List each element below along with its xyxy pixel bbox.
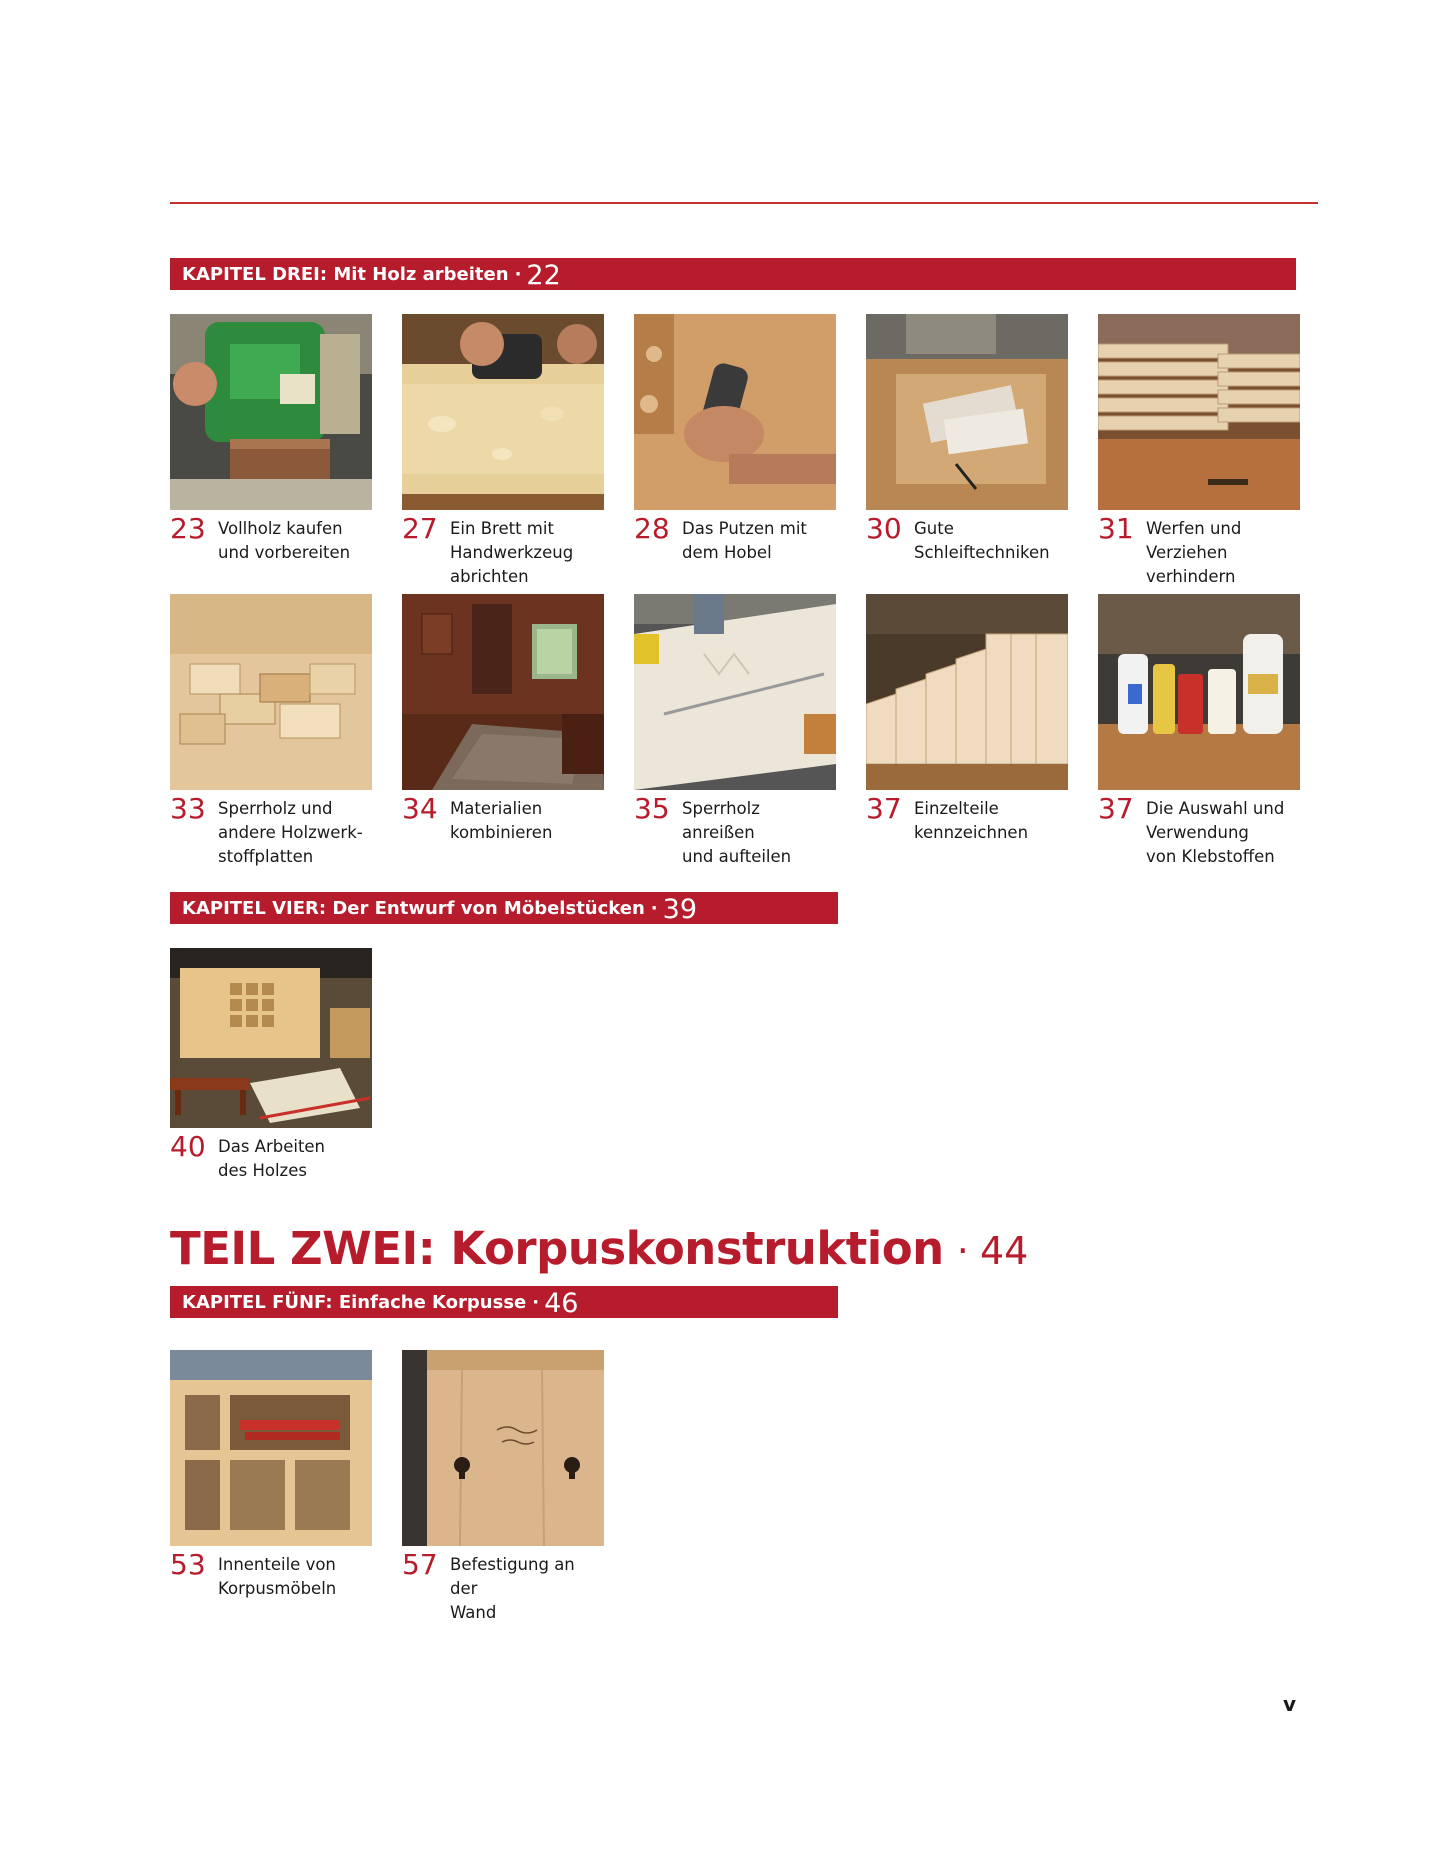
chapter-bar-kapitel-fuenf bbox=[170, 1286, 838, 1318]
page-number: 23 bbox=[170, 512, 206, 545]
entry-caption: Einzelteile kennzeichnen bbox=[914, 799, 1029, 842]
photo-hand-plane-board bbox=[402, 314, 604, 510]
chapter-page-number: 22 bbox=[526, 259, 561, 291]
photo-stacked-boards bbox=[1098, 314, 1300, 510]
toc-entry[interactable] bbox=[402, 314, 604, 589]
page-number: 40 bbox=[170, 1130, 206, 1163]
part-separator: · bbox=[956, 1229, 969, 1273]
toc-entry[interactable] bbox=[866, 594, 1068, 845]
chapter-separator: · bbox=[650, 897, 658, 919]
photo-glue-bottles bbox=[1098, 594, 1300, 790]
photo-cabinet-back-keyholes bbox=[402, 1350, 604, 1546]
photo-plywood-samples bbox=[170, 594, 372, 790]
page-number: 31 bbox=[1098, 512, 1134, 545]
chapter-title: KAPITEL VIER: Der Entwurf von Möbelstücken bbox=[182, 897, 645, 919]
page-number: 27 bbox=[402, 512, 438, 545]
page-folio: v bbox=[1283, 1692, 1297, 1716]
chapter-bar-kapitel-drei bbox=[170, 258, 1296, 290]
part-page-number: 44 bbox=[979, 1229, 1029, 1273]
page-number: 37 bbox=[866, 792, 902, 825]
page-number: 30 bbox=[866, 512, 902, 545]
chapter-title: KAPITEL FÜNF: Einfache Korpusse bbox=[182, 1291, 527, 1313]
entry-caption: Sperrholz anreißen und aufteilen bbox=[682, 799, 792, 866]
page-number: 53 bbox=[170, 1548, 206, 1581]
chapter-separator: · bbox=[532, 1291, 540, 1313]
chapter-separator: · bbox=[514, 263, 522, 285]
chapter-page-number: 39 bbox=[662, 893, 697, 925]
entry-caption: Das Putzen mit dem Hobel bbox=[682, 519, 807, 562]
photo-cabinet-interior bbox=[170, 1350, 372, 1546]
entry-caption: Vollholz kaufen und vorbereiten bbox=[218, 519, 351, 562]
part-title-text: TEIL ZWEI: Korpuskonstruktion bbox=[170, 1222, 944, 1275]
entry-caption: Materialien kombinieren bbox=[450, 799, 553, 842]
photo-labeled-parts bbox=[866, 594, 1068, 790]
photo-miter-saw bbox=[170, 314, 372, 510]
toc-entry[interactable] bbox=[170, 314, 372, 565]
photo-plywood-layout bbox=[634, 594, 836, 790]
chapter-page-number: 46 bbox=[544, 1287, 579, 1319]
top-rule bbox=[170, 202, 1318, 204]
page-number: 28 bbox=[634, 512, 670, 545]
toc-entry[interactable] bbox=[1098, 594, 1300, 869]
photo-sanding-sheets bbox=[866, 314, 1068, 510]
toc-entry[interactable] bbox=[402, 1350, 604, 1625]
toc-entry[interactable] bbox=[866, 314, 1068, 565]
chapter-title: KAPITEL DREI: Mit Holz arbeiten bbox=[182, 263, 509, 285]
photo-paneled-room bbox=[402, 594, 604, 790]
page-number: 33 bbox=[170, 792, 206, 825]
entry-caption: Das Arbeiten des Holzes bbox=[218, 1137, 326, 1180]
toc-entry[interactable] bbox=[634, 314, 836, 565]
entry-caption: Ein Brett mit Handwerkzeug abrichten bbox=[450, 519, 574, 586]
chapter-bar-kapitel-vier bbox=[170, 892, 838, 924]
toc-entry[interactable] bbox=[170, 594, 372, 869]
page-number: 35 bbox=[634, 792, 670, 825]
entry-caption: Gute Schleiftechniken bbox=[914, 519, 1050, 562]
page-number: 57 bbox=[402, 1548, 438, 1581]
page-number: 34 bbox=[402, 792, 438, 825]
toc-entry[interactable] bbox=[634, 594, 836, 869]
toc-entry[interactable] bbox=[170, 948, 372, 1183]
toc-entry[interactable] bbox=[402, 594, 604, 845]
toc-entry[interactable] bbox=[170, 1350, 372, 1601]
entry-caption: Sperrholz und andere Holzwerk- stoffplatten bbox=[218, 799, 363, 866]
entry-caption: Die Auswahl und Verwendung von Klebstoffen bbox=[1146, 799, 1285, 866]
toc-entry[interactable] bbox=[1098, 314, 1300, 589]
page-number: 37 bbox=[1098, 792, 1134, 825]
photo-furniture-models bbox=[170, 948, 372, 1128]
photo-smoothing-plane bbox=[634, 314, 836, 510]
part-title bbox=[170, 1222, 1028, 1275]
entry-caption: Werfen und Verziehen verhindern bbox=[1146, 519, 1242, 586]
entry-caption: Befestigung an der Wand bbox=[450, 1555, 575, 1622]
entry-caption: Innenteile von Korpusmöbeln bbox=[218, 1555, 337, 1598]
